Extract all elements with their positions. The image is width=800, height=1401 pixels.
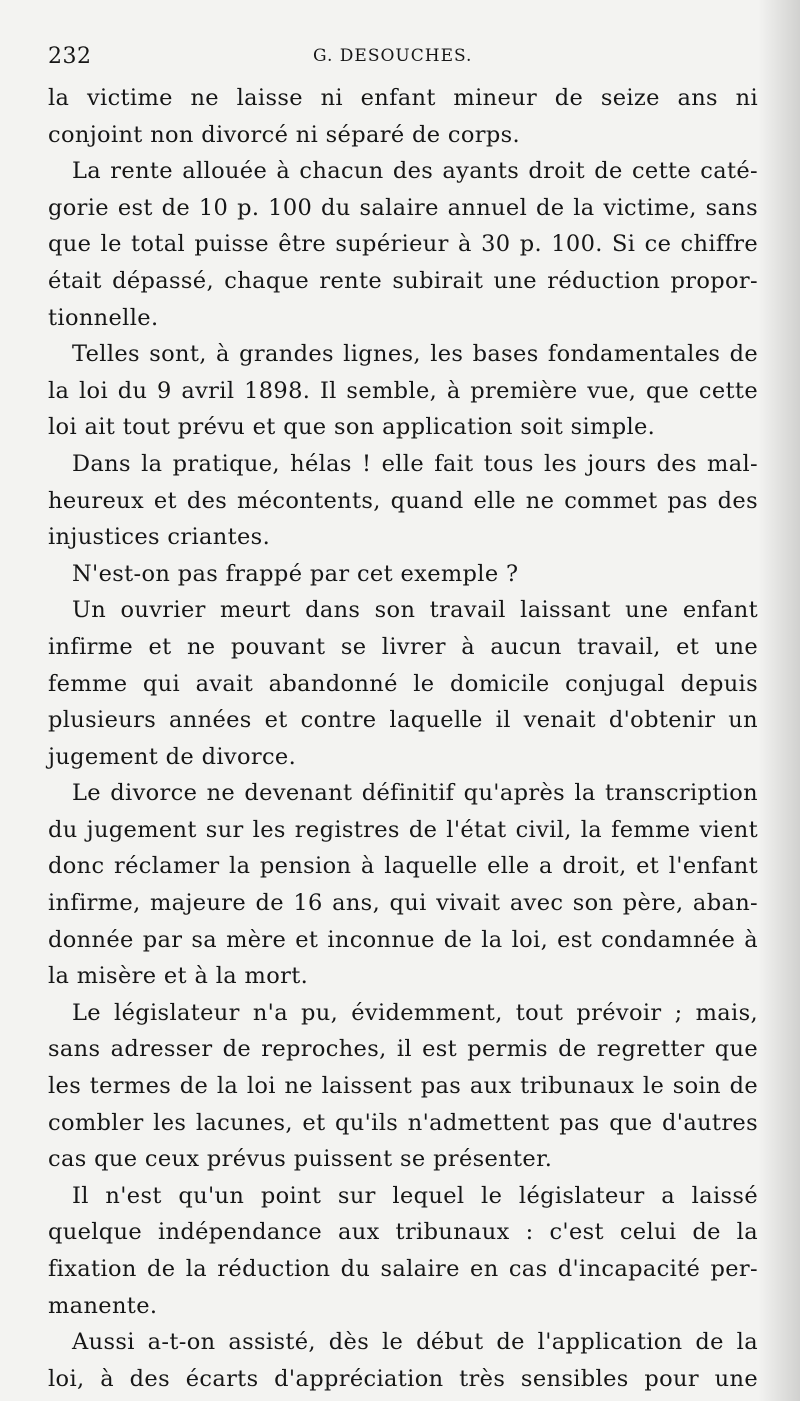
text-line: les termes de la loi ne laissent pas aux tribunaux le soin de (48, 1073, 758, 1100)
text-line: donc réclamer la pension à laquelle elle a droit, et l'enfant (48, 853, 758, 880)
text-line: plusieurs années et contre laquelle il venait d'obtenir un (48, 707, 758, 734)
text-line: jugement de divorce. (48, 743, 297, 770)
text-line: infirme et ne pouvant se livrer à aucun travail, et une (48, 633, 758, 660)
page-edge-shadow (758, 0, 800, 1401)
page-number: 232 (48, 44, 92, 69)
text-line: heureux et des mécontents, quand elle ne commet pas des (48, 487, 758, 514)
page-header (48, 38, 748, 78)
text-line: Le divorce ne devenant définitif qu'après la transcription (72, 780, 758, 807)
text-line: Il n'est qu'un point sur lequel le législateur a laissé (72, 1182, 758, 1209)
text-line: la loi du 9 avril 1898. Il semble, à première vue, que cette (48, 377, 758, 404)
text-line: du jugement sur les registres de l'état civil, la femme vient (48, 816, 758, 843)
text-line: gorie est de 10 p. 100 du salaire annuel de la victime, sans (48, 194, 758, 221)
text-line: Dans la pratique, hélas ! elle fait tous les jours des mal- (72, 450, 758, 477)
text-line: la misère et à la mort. (48, 963, 309, 990)
text-line: tionnelle. (48, 304, 159, 331)
body-text (48, 80, 758, 1397)
text-line: Le législateur n'a pu, évidemment, tout prévoir ; mais, (72, 999, 758, 1026)
text-line: La rente allouée à chacun des ayants droit de cette caté- (72, 158, 758, 185)
text-line: fixation de la réduction du salaire en cas d'incapacité per- (48, 1256, 758, 1282)
text-line: sans adresser de reproches, il est permis de regretter que (48, 1036, 758, 1063)
text-line: injustices criantes. (48, 524, 271, 551)
text-line: Telles sont, à grandes lignes, les bases fondamentales de (72, 341, 758, 368)
text-line: N'est-on pas frappé par cet exemple ? (72, 560, 519, 587)
text-line: la victime ne laisse ni enfant mineur de seize ans ni (48, 85, 758, 111)
text-line: que le total puisse être supérieur à 30 p. 100. Si ce chiffre (48, 231, 758, 258)
text-line: combler les lacunes, et qu'ils n'admettent pas que d'autres (48, 1109, 758, 1136)
text-line: manente. (48, 1292, 158, 1319)
text-line: Aussi a-t-on assisté, dès le début de l'application de la (72, 1329, 758, 1356)
text-line: infirme, majeure de 16 ans, qui vivait avec son père, aban- (48, 890, 758, 917)
running-head: G. DESOUCHES. (313, 46, 473, 66)
text-line: quelque indépendance aux tribunaux : c'est celui de la (48, 1219, 758, 1246)
text-line: loi, à des écarts d'appréciation très sensibles pour une (48, 1365, 758, 1392)
text-line: conjoint non divorcé ni séparé de corps. (48, 121, 521, 148)
text-line: femme qui avait abandonné le domicile conjugal depuis (48, 670, 758, 697)
text-line: loi ait tout prévu et que son application soit simple. (48, 414, 656, 441)
text-line: Un ouvrier meurt dans son travail laissant une enfant (72, 597, 758, 624)
text-line: était dépassé, chaque rente subirait une réduction propor- (48, 267, 758, 294)
text-line: cas que ceux prévus puissent se présenter. (48, 1146, 553, 1173)
text-line: donnée par sa mère et inconnue de la loi, est condamnée à (48, 926, 758, 953)
